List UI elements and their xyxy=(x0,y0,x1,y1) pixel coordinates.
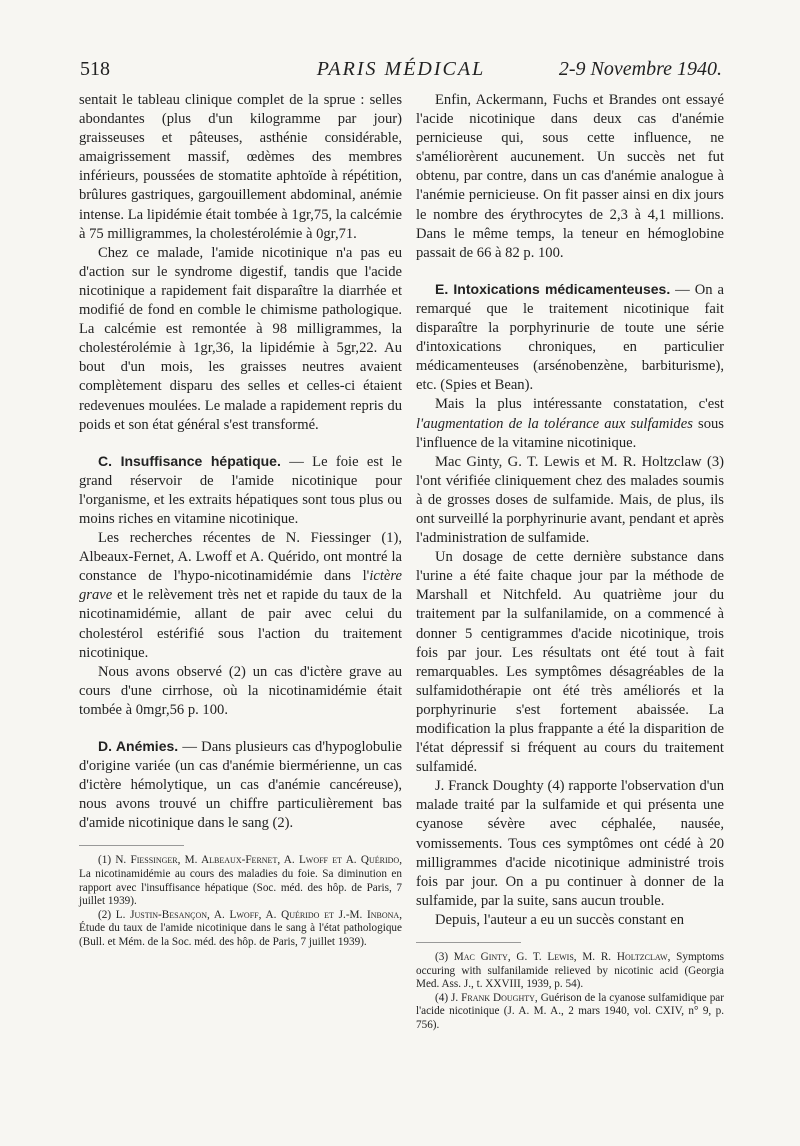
section-text: — On a remarqué que le traitement nicotinique fait disparaître la porphyrinurie de toute une série d'intoxications chroniques, en particulier médicamenteuses (arsénobenzène, barbiturisme), etc. (Spies et Bean). xyxy=(416,281,724,394)
left-column xyxy=(79,91,402,950)
footnote-rule xyxy=(79,845,184,846)
text-run: Les recherches récentes de N. Fiessinger (1), Albeaux-Fernet, A. Lwoff et A. Quérido, ont montré la constance de l'hypo-nicotinamidémie dans l' xyxy=(79,530,402,585)
right-column xyxy=(416,91,724,1033)
paragraph: Chez ce malade, l'amide nicotinique n'a pas eu d'action sur le syndrome digestif, tandis que l'acide nicotinique a rapidement fait disparaître la diarrhée et modifié de fond en comble le chimisme pathologique. La calcémie est remontée à 98 milligrammes, la cholestérolémie à 1gr,36, la lipidémie à 5gr,22. Au bout d'un mois, les graisses neutres avaient complètement disparu des selles et celles-ci étaient redevenues moulées. Le malade a rapidement repris du poids et son état général s'est transformé. xyxy=(79,244,402,433)
section-heading: D. Anémies. xyxy=(98,738,179,754)
footnote-text: Étude du taux de l'amide nicotinique dans le sang à l'état pathologique (Bull. et Mém. de la Soc. méd. des hôp. de Paris, 7 juillet 1939). xyxy=(79,922,402,949)
paragraph: Nous avons observé (2) un cas d'ictère grave au cours d'une cirrhose, où la nicotinamidémie était tombée à 0mgr,56 p. 100. xyxy=(79,663,402,718)
issue-date: 2-9 Novembre 1940. xyxy=(558,58,722,80)
text-run: sous l'influence de la vitamine nicotinique. xyxy=(416,415,724,451)
paragraph: Depuis, l'auteur a eu un succès constant en xyxy=(435,911,685,928)
footnote-text: Guérison de la cyanose sulfamidique par l'acide nicotinique (J. A. M. A., 2 mars 1940, vol. CXIV, n° 9, p. 756). xyxy=(416,991,724,1031)
footnote-3 xyxy=(416,951,724,992)
section-text: — Le foie est le grand réservoir de l'amide nicotinique pour l'organisme, et les extraits hépatiques sont tous plus ou moins riches en vitamine nicotinique. xyxy=(79,453,402,527)
paragraph: Un dosage de cette dernière substance dans l'urine a été faite chaque jour par la méthode de Marshall et Nitchfeld. Au quatrième jour du traitement par la sulfanilamide, on a commencé à donner 5 centigrammes d'acide nicotinique, trois fois par jour. Les résultats ont été tout à fait remarquables. Les symptômes désagréables de la sulfamidothérapie ont été très améliorés et la porphyrinurie s'est fortement abaissée. La modification la plus frappante a été la disparition de l'état dépressif si fréquent au cours du traitement sulfamidé. xyxy=(416,549,724,776)
text-run: Mais la plus intéressante constatation, c'est xyxy=(435,396,724,413)
footnote-authors: (1) N. Fiessinger, M. Albeaux-Fernet, A. Lwoff et A. Quérido, xyxy=(98,854,402,867)
section-heading: E. Intoxications médicamenteuses. xyxy=(435,280,671,297)
paragraph: Enfin, Ackermann, Fuchs et Brandes ont essayé l'acide nicotinique dans deux cas d'anémie pernicieuse qui, sous cette influence, ne s'améliorèrent aucunement. Un succès net fut obtenu, par contre, dans un cas d'anémie analogue à l'anémie pernicieuse. On fit passer ainsi en dix jours le nombre des érythrocytes de 2,3 à 4,1 millions. Dans le même temps, la teneur en hémoglobine passait de 66 à 82 p. 100. xyxy=(416,92,724,261)
page-number: 518 xyxy=(80,58,110,80)
italic-run: l'augmentation de la tolérance aux sulfamides xyxy=(416,415,693,432)
footnote-2 xyxy=(79,909,402,950)
footnote-1 xyxy=(79,854,402,908)
section-intoxications xyxy=(416,280,724,396)
text-run: et le relèvement très net et rapide du taux de la nicotinamidémie, allant de pair avec celui du cholestérol estérifié sous l'action du traitement nicotinique. xyxy=(79,587,402,661)
paragraph: sentait le tableau clinique complet de la sprue : selles abondantes (plus d'un kilogramme par jour) graisseuses et pâteuses, asthénie considérable, amaigrissement massif, œdèmes des membres inférieurs, poussées de stomatite aphtoïde à répétition, brûlures gastriques, gargouillement abdominal, anémie intense. La lipidémie était tombée à 1gr,75, la calcémie à 75 milligrammes, la cholestérolémie à 0gr,71. xyxy=(79,92,402,242)
journal-title: PARIS MÉDICAL xyxy=(316,58,486,80)
footnote-text: La nicotinamidémie au cours des maladies du foie. Sa diminution en rapport avec l'insuffisance hépatique (Soc. méd. des hôp. de Paris, 7 juillet 1939). xyxy=(79,868,402,908)
footnote-authors: (3) Mac Ginty, G. T. Lewis, M. R. Holtzclaw, xyxy=(435,951,671,964)
footnote-authors: (4) J. Frank Doughty, xyxy=(435,991,538,1004)
section-heading: C. Insuffisance hépatique. xyxy=(98,452,281,469)
footnote-text: Symptoms occuring with sulfanilamide relieved by nicotinic acid (Georgia Med. Ass. J., t. XXVIII, 1939, p. 54). xyxy=(416,951,724,991)
paragraph: Mac Ginty, G. T. Lewis et M. R. Holtzclaw (3) l'ont vérifiée cliniquement chez des malades soumis à de grosses doses de sulfamide. Mais, de plus, ils ont surveillé la porphyrinurie avant, pendant et après l'administration de sulfamide. xyxy=(416,453,724,547)
footnote-rule xyxy=(416,942,521,943)
paragraph: J. Franck Doughty (4) rapporte l'observation d'un malade traité par la sulfamide et qui présenta une cyanose sévère avec céphalée, nausée, vomissements. Tous ces symptômes ont cédé à 20 milligrammes d'acide nicotinique administré trois fois par jour. On a pu continuer à donner de la sulfamide, par la suite, sans aucun trouble. xyxy=(416,778,724,909)
section-anemies xyxy=(79,737,402,833)
paragraph xyxy=(79,529,402,663)
footnote-4 xyxy=(416,992,724,1033)
paragraph xyxy=(416,395,724,452)
italic-run: ictère grave xyxy=(79,568,402,604)
footnote-authors: (2) L. Justin-Besançon, A. Lwoff, A. Quérido et J.-M. Inbona, xyxy=(98,908,402,921)
section-hepatique xyxy=(79,452,402,529)
running-header xyxy=(80,58,722,88)
section-text: — Dans plusieurs cas d'hypoglobulie d'origine variée (un cas d'anémie biermérienne, un cas d'ictère hémolytique, un cas d'anémie cancéreuse), nous avons trouvé un chiffre particulièrement bas d'amide nicotinique dans le sang (2). xyxy=(79,739,402,832)
